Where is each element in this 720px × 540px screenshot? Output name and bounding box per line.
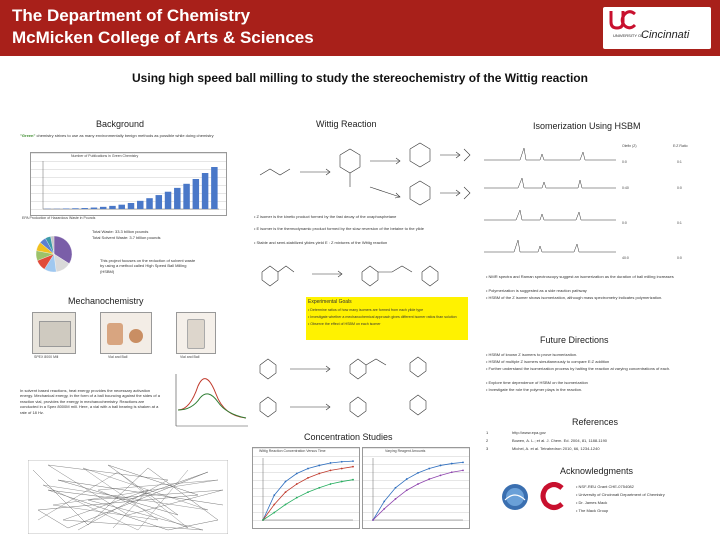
concentration-chart-1-series-3-point-7 [341,481,343,483]
concentration-chart-1-series-2-point-1 [273,504,275,506]
concentration-chart-1-series-1-point-6 [330,462,332,464]
publications-bar-2006 [193,179,199,209]
future-bullet-4: • Explore time dependence of HSBM on the isomerization [486,380,588,385]
concentration-chart-1-series-3-point-5 [318,487,320,489]
concentration-chart-1-series-3-point-6 [330,483,332,485]
concentration-chart-1-series-3-point-1 [273,512,275,514]
concentration-chart-2-series-2-point-1 [383,508,385,510]
future-bullet-5: • Investigate the role the polymer plays in the reaction. [486,387,583,392]
experimental-goal-2-text: Investigate whether a mechanochemical approach gives different isomer ratios than solution [310,315,457,319]
future-bullet-1-text: HSBM of known Z isomers to prove isomerization. [488,352,578,357]
energy-diagram [170,370,250,430]
future-bullet-1: • HSBM of known Z isomers to prove isomerization. [486,352,578,357]
reference-2: Bowen, A. L.; et al. J. Chem. Ed. 2004, 81, 1188-1190 [512,438,608,443]
publications-bar-svg [31,153,226,215]
concentration-chart-2-series-1-point-3 [406,478,408,480]
ratio-right-1: 0:1 [677,160,682,164]
concentration-chart-1-series-1-point-8 [352,460,354,462]
concentration-chart-1 [252,447,360,529]
wittig-bullet-3: • Stable and semi-stabilized ylides yield E : Z mixtures of the Wittig reaction [254,240,388,245]
background-intro-text: chemistry strives to use as many environmentally benign methods as possible while doing chemistry [35,133,214,138]
references-heading: References [572,417,619,427]
publications-bar-2002 [156,195,162,209]
concentration-chart-2-title: Varying Reagent Amounts [385,449,426,453]
publications-bar-1996 [100,207,106,209]
concentration-chart-2-series-2 [373,470,463,520]
uc-mark-icon [607,9,637,31]
ball-shape [129,329,143,343]
uc-logo-university: UNIVERSITY OF [613,33,644,38]
future-bullet-2-text: HSBM of multiple Z isomers simultaneously to compare E:Z addition [488,359,610,364]
publications-bar-1995 [91,208,97,209]
uc-logo-city: Cincinnati [641,29,690,41]
experimental-goals-box [306,297,468,340]
ratio-right-3: 0:1 [677,221,682,225]
concentration-chart-1-series-1-point-5 [318,465,320,467]
uc-logo [603,7,711,49]
concentration-chart-2 [362,447,470,529]
concentration-chart-1-series-2-point-4 [307,477,309,479]
nsf-logo [500,482,530,512]
acknowledgments-heading: Acknowledgments [560,466,634,476]
publications-bar-2000 [137,201,143,209]
ratio-right-4: 0:0 [677,256,682,260]
publications-bar-2004 [174,188,180,209]
ack-2: • University of Cincinnati Department of Chemistry [576,492,665,497]
vial-shape [107,323,123,345]
publications-bar-2003 [165,192,171,209]
concentration-chart-1-series-2-point-5 [318,473,320,475]
concentration-chart-2-series-2-point-3 [406,489,408,491]
concentration-chart-2-series-1-point-7 [451,463,453,465]
isomer-row-label-2: E:Z Ratio [673,144,688,148]
concentration-chart-1-series-1-point-1 [273,494,275,496]
isomer-bullet-1-text: NMR spectra and Raman spectroscopy suggest an isomerization as the duration of ball milling increases [488,274,674,279]
concentration-heading: Concentration Studies [304,432,393,442]
concentration-chart-2-series-1-point-1 [383,501,385,503]
spex-mill-photo [32,312,76,354]
publications-chart-title: Number of Publications in Green Chemistry [71,154,139,158]
header-banner [0,0,720,56]
vial-ball-photo [176,312,216,354]
isomer-bullet-3-text: HSBM of the Z isomer shows isomerization, although mass spectrometry indicates polymerization. [488,295,663,300]
concentration-chart-1-series-1-point-2 [285,481,287,483]
concentration-chart-1-series-3-point-0 [262,519,264,521]
isomerization-heading: Isomerization Using HSBM [533,121,641,131]
concentration-chart-1-series-2 [263,467,353,520]
concentration-chart-2-series-2-point-2 [395,498,397,500]
experimental-goal-1-text: Determine ratios of how many isomers are formed from each ylide type [310,308,424,312]
concentration-chart-1-series-2-point-2 [285,491,287,493]
ack-3: • Dr. James Mack [576,500,608,505]
concentration-chart-1-series-2-point-3 [296,483,298,485]
concentration-chart-2-series-1-point-4 [417,472,419,474]
wittig-bullet-3-text: Stable and semi-stabilized ylides yield E : Z mixtures of the Wittig reaction [256,240,388,245]
concentration-chart-2-svg [363,448,469,528]
ack-3-text: Dr. James Mack [578,500,608,505]
concentration-chart-2-series-2-point-8 [462,470,464,472]
concentration-chart-1-series-2-point-6 [330,470,332,472]
publications-bar-1994 [81,208,87,209]
experimental-goals-title: Experimental Goals [308,299,352,305]
department-title: The Department of Chemistry [12,6,251,25]
vial-photo [100,312,152,354]
publications-bar-1999 [128,203,134,209]
experimental-goal-1: • Determine ratios of how many isomers are formed from each ylide type [308,308,424,312]
future-bullet-5-text: Investigate the role the polymer plays in the reaction. [488,387,583,392]
ratio-left-2: 0:40 [622,186,629,190]
vial-upright [187,319,205,349]
concentration-chart-2-series-2-point-6 [440,474,442,476]
wittig-mechanism-scheme [250,135,480,215]
concentration-chart-1-series-3-point-3 [296,497,298,499]
ratio-left-1: 0:0 [622,160,627,164]
college-title: McMicken College of Arts & Sciences [12,28,314,47]
ack-4: • The Mack Group [576,508,609,513]
solvent-focus-text: This project focuses on the reduction of solvent waste by using a method called High Speed Ball Milling (HSBM) [100,258,196,274]
concentration-chart-1-series-3-point-8 [352,479,354,481]
experimental-goal-3: • Observe the effect of HSBM on each isomer [308,322,381,326]
concentration-chart-2-series-1-point-8 [462,461,464,463]
experimental-goal-3-text: Observe the effect of HSBM on each isomer [310,322,381,326]
future-bullet-4-text: Explore time dependence of HSBM on the isomerization [488,380,588,385]
concentration-chart-1-series-3-point-2 [285,504,287,506]
concentration-chart-1-svg [253,448,359,528]
concentration-chart-2-series-1-point-6 [440,465,442,467]
concentration-chart-1-series-2-point-7 [341,468,343,470]
concentration-chart-2-series-2-point-4 [417,483,419,485]
concentration-chart-1-series-1-point-4 [307,468,309,470]
total-solvent-waste: Total Solvent Waste: 3.7 billion pounds [92,235,161,240]
mechanochemistry-heading: Mechanochemistry [68,296,144,306]
nmr-spectra [480,140,620,270]
concentration-chart-2-series-1 [373,462,463,520]
future-heading: Future Directions [540,335,609,345]
publications-bar-2008 [211,167,217,209]
concentration-chart-1-series-3-point-4 [307,491,309,493]
concentration-chart-2-series-1-point-2 [395,487,397,489]
mechanochemistry-text: In solvent based reactions, heat energy provides the necessary activation energy. Mechanical energy, in the form of a ball bouncing against the sides of a reaction vial, provides the energy in mechanochemistry. Reactions are conducted in a Spex 8000M mill. Here, a vial with a ball bearing is shaken at a rate of 18 Hz. [20,388,160,415]
green-word: "Green" [20,133,36,138]
wittig-heading: Wittig Reaction [316,119,377,129]
wittig-bullet-2-text: E isomer is the thermodynamic product formed by the slow reversion of the betaine to the ylide [256,226,424,231]
concentration-chart-2-series-2-point-5 [428,478,430,480]
reference-3-num: 3 [486,446,489,451]
future-bullet-3: • Further understand the isomerization process by halting the reaction at varying concentrations of each. [486,366,671,371]
publications-bar-1993 [72,208,78,209]
ack-1: • NSF-REU Grant CHE-0754082 [576,484,634,489]
pie-chart-title: EPA Production of Hazardous Waste in Pounds [22,216,96,220]
isomer-bullet-2: • Polymerization is suggested as a side reaction pathway [486,288,587,293]
concentration-chart-2-series-2-point-0 [372,519,374,521]
isomer-row-label-1: Olefin (Z) [622,144,637,148]
uc-c-logo [538,482,566,512]
hsbm-reaction-schemes [250,345,480,425]
waste-pie-svg [30,222,110,280]
concentration-chart-1-title: Wittig Reaction Concentration Versus Time [259,449,326,453]
photo-label-2: Vial and Ball [108,355,128,359]
future-bullet-3-text: Further understand the isomerization process by halting the reaction at varying concentrations of each. [488,366,671,371]
ack-2-text: University of Cincinnati Department of Chemistry [578,492,665,497]
wittig-bullet-1: • Z isomer is the kinetic product formed by the fast decay of the oxaphosphetane [254,214,397,219]
photo-label-3: Vial and Ball [180,355,200,359]
concentration-chart-1-series-1-point-3 [296,473,298,475]
wittig-bullet-2: • E isomer is the thermodynamic product formed by the slow reversion of the betaine to the ylide [254,226,424,231]
concentration-chart-1-series-2-point-8 [352,466,354,468]
ratio-left-4: 40:0 [622,256,629,260]
experimental-goal-2: • Investigate whether a mechanochemical approach gives different isomer ratios than solution [308,315,457,319]
isomer-bullet-1: • NMR spectra and Raman spectroscopy suggest an isomerization as the duration of ball milling increases [486,274,674,279]
publications-bar-2001 [146,198,152,209]
concentration-chart-1-series-1-point-7 [341,461,343,463]
background-intro [20,133,245,138]
total-waste: Total Waste: 33.3 billion pounds [92,229,149,234]
ack-1-text: NSF-REU Grant CHE-0754082 [578,484,634,489]
wittig-bullet-1-text: Z isomer is the kinetic product formed by the fast decay of the oxaphosphetane [256,214,397,219]
isomer-bullet-3: • HSBM of the Z isomer shows isomerization, although mass spectrometry indicates polymerization. [486,295,663,300]
reference-2-num: 2 [486,438,489,443]
background-heading: Background [96,119,145,129]
future-bullet-2: • HSBM of multiple Z isomers simultaneously to compare E:Z addition [486,359,610,364]
concentration-chart-2-series-2-point-7 [451,471,453,473]
publications-bar-1997 [109,206,115,209]
ack-4-text: The Mack Group [578,508,609,513]
photo-label-1: SPEX 8000 Mill [34,355,59,359]
concentration-chart-2-series-1-point-5 [428,468,430,470]
isomer-bullet-2-text: Polymerization is suggested as a side reaction pathway [488,288,587,293]
ball-trajectory-image [28,460,228,534]
publications-bar-1998 [118,205,124,209]
wittig-example-scheme [252,258,472,288]
poster-title: Using high speed ball milling to study the stereochemistry of the Wittig reaction [132,71,588,85]
mill-body [39,321,71,347]
publications-chart [30,152,227,216]
concentration-chart-1-series-3 [263,480,353,520]
ratio-right-2: 0:0 [677,186,682,190]
reference-1-num: 1 [486,430,489,435]
publications-bar-2005 [183,184,189,209]
reference-3: Michel, A. et al. Tetrahedron 2010, 66, 1234-1240 [512,446,600,451]
reference-1: http://www.epa.gov [512,430,546,435]
ratio-left-3: 0:0 [622,221,627,225]
publications-bar-2007 [202,173,208,209]
